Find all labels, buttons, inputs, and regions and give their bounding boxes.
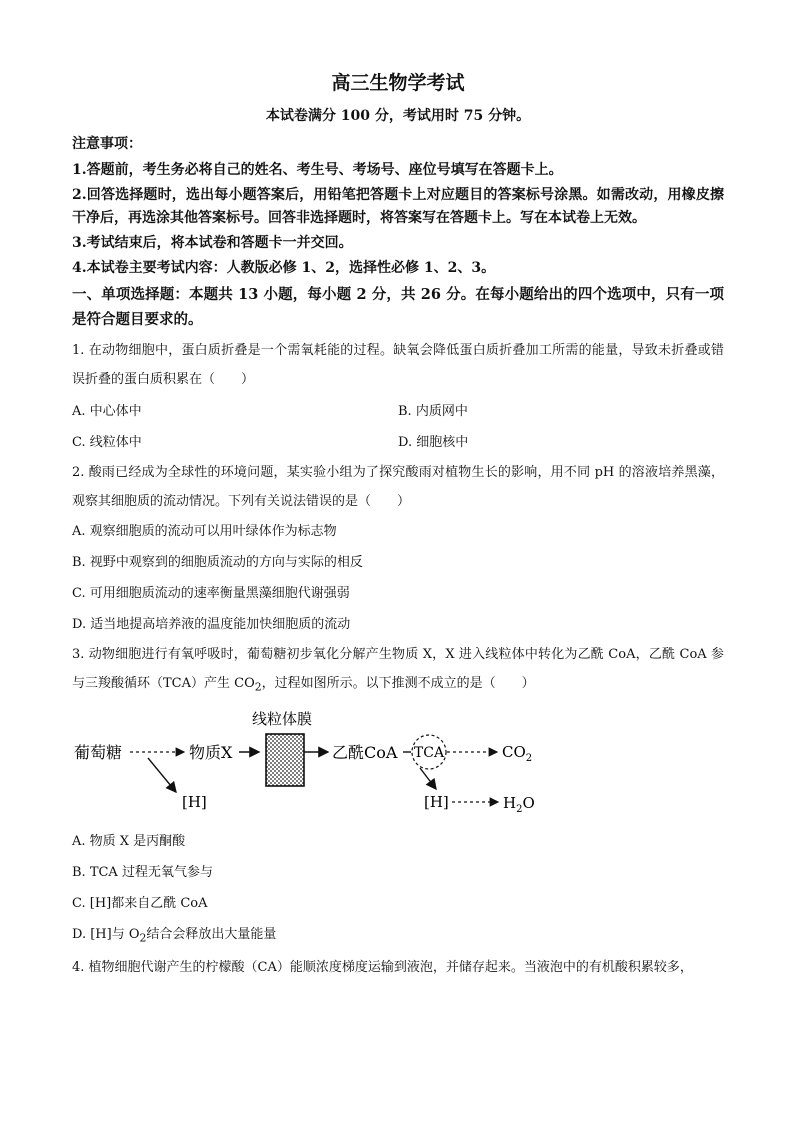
h-right-label: [H] <box>424 792 449 811</box>
question-1-option-a: A. 中心体中 <box>72 404 142 419</box>
tca-label: TCA <box>413 744 445 761</box>
question-3-stem-text-end: ，过程如图所示。以下推测不成立的是（ ） <box>261 676 535 691</box>
acetyl-coa-label: 乙酰CoA <box>332 742 398 762</box>
question-3-option-a: A. 物质 X 是丙酮酸 <box>72 833 186 849</box>
glucose-to-h-arrow <box>148 758 176 792</box>
notice-item-1: 1.答题前，考生务必将自己的姓名、考生号、考场号、座位号填写在答题卡上。 <box>72 162 563 178</box>
question-2-option-a: A. 观察细胞质的流动可以用叶绿体作为标志物 <box>72 524 337 539</box>
h2o-end: O <box>522 793 535 812</box>
respiration-diagram <box>72 708 724 820</box>
h2o-label <box>503 794 535 815</box>
co2-base: CO <box>502 742 526 761</box>
substance-x-label: 物质X <box>189 742 233 762</box>
tca-to-h-arrow <box>420 768 436 789</box>
respiration-diagram-svg <box>72 708 592 816</box>
question-1-option-d: D. 细胞核中 <box>398 435 469 450</box>
question-3-option-b: B. TCA 过程无氧气参与 <box>72 864 213 880</box>
exam-subtitle: 本试卷满分 100 分，考试用时 75 分钟。 <box>265 108 531 124</box>
question-3-stem <box>72 640 724 702</box>
h-left-label: [H] <box>182 792 207 811</box>
co2-label <box>502 743 532 764</box>
h2o-subscript: 2 <box>516 803 523 815</box>
question-2-option-c: C. 可用细胞质流动的速率衡量黑藻细胞代谢强弱 <box>72 586 350 601</box>
question-3-option-d-text-end: 结合会释放出大量能量 <box>146 926 277 942</box>
membrane-label: 线粒体膜 <box>252 709 313 728</box>
h2o-base: H <box>503 793 517 812</box>
notice-heading: 注意事项： <box>72 136 142 152</box>
question-1-option-b: B. 内质网中 <box>398 404 468 419</box>
question-2-option-d: D. 适当地提高培养液的温度能加快细胞质的流动 <box>72 617 351 632</box>
question-2-option-b: B. 视野中观察到的细胞质流动的方向与实际的相反 <box>72 555 363 570</box>
notice-item-2: 2.回答选择题时，选出每小题答案后，用铅笔把答题卡上对应题目的答案标号涂黑。如需改动，用橡皮擦干净后，再选涂其他答案标号。回答非选择题时，将答案写在答题卡上。写在本试卷上无效。 <box>72 187 724 226</box>
notice-item-4: 4.本试卷主要考试内容：人教版必修 1、2，选择性必修 1、2、3。 <box>72 260 496 276</box>
exam-title: 高三生物学考试 <box>331 72 465 94</box>
question-1-option-c: C. 线粒体中 <box>72 435 142 450</box>
exam-page <box>72 68 724 982</box>
question-3-option-d-subscript: 2 <box>139 931 147 945</box>
section-heading-single-choice: 一、单项选择题：本题共 13 小题，每小题 2 分，共 26 分。在每小题给出的四个选项中，只有一项是符合题目要求的。 <box>72 286 724 328</box>
question-4-stem: 4. 植物细胞代谢产生的柠檬酸（CA）能顺浓度梯度运输到液泡，并储存起来。当液泡中的有机酸积累较多， <box>72 960 693 976</box>
question-1-options <box>72 396 724 458</box>
question-1-stem: 1. 在动物细胞中，蛋白质折叠是一个需氧耗能的过程。缺氧会降低蛋白质折叠加工所需的能量，导致未折叠或错误折叠的蛋白质积累在（ ） <box>72 343 724 387</box>
glucose-label: 葡萄糖 <box>74 742 123 762</box>
question-3-option-d-text: D. [H]与 O <box>72 926 140 942</box>
co2-subscript: 2 <box>525 752 533 764</box>
mitochondrial-membrane-block <box>266 734 304 786</box>
question-3-option-d <box>72 919 724 954</box>
notice-item-3: 3.考试结束后，将本试卷和答题卡一并交回。 <box>72 235 353 251</box>
question-2-stem: 2. 酸雨已经成为全球性的环境问题，某实验小组为了探究酸雨对植物生长的影响，用不同 pH 的溶液培养黑藻，观察其细胞质的流动情况。下列有关说法错误的是（ ） <box>72 465 724 509</box>
question-3-stem-subscript: 2 <box>254 680 262 694</box>
question-3-option-c: C. [H]都来自乙酰 CoA <box>72 895 208 911</box>
question-3-stem-text: 3. 动物细胞进行有氧呼吸时，葡萄糖初步氧化分解产生物质 X，X 进入线粒体中转化为乙酰 CoA，乙酰 CoA 参与三羧酸循环（TCA）产生 CO <box>72 647 724 691</box>
